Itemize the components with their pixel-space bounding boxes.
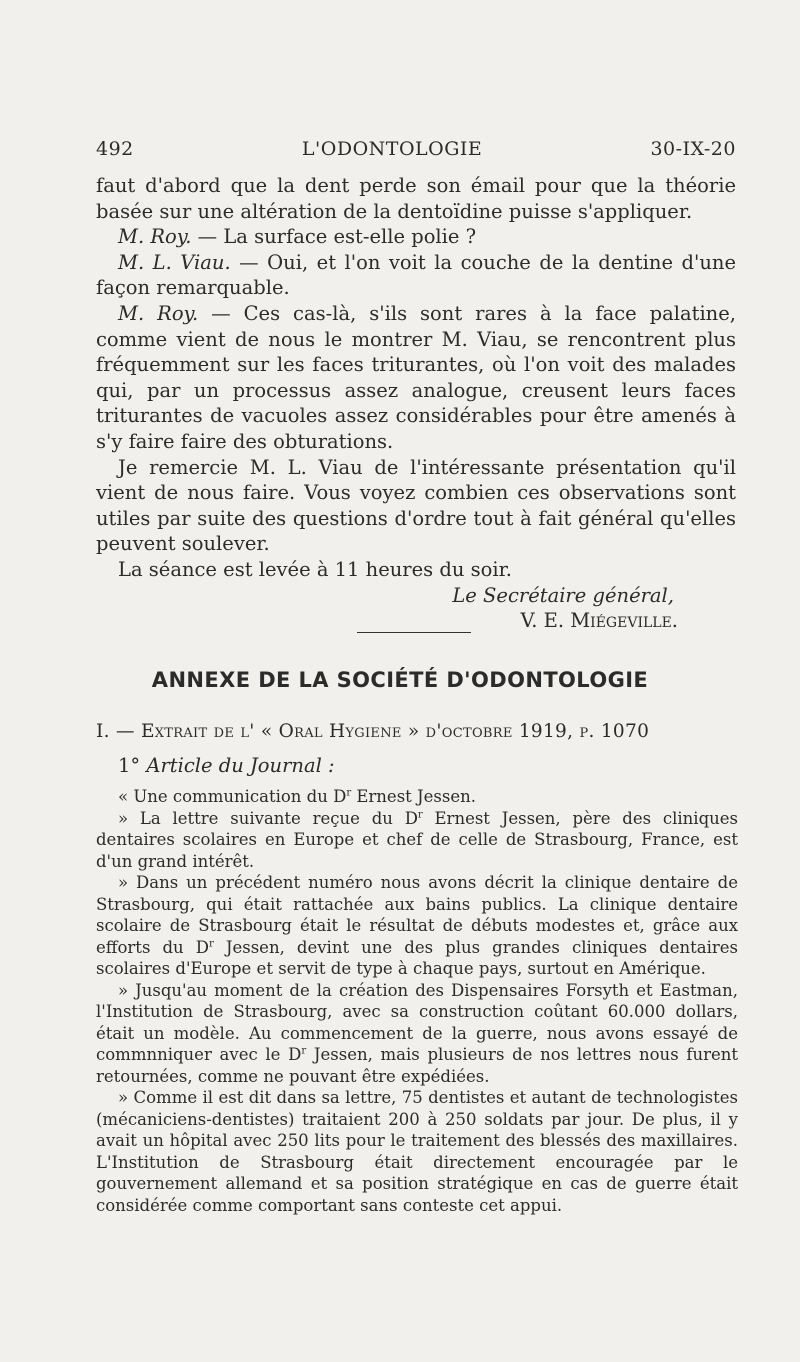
annexe-title: ANNEXE DE LA SOCIÉTÉ D'ODONTOLOGIE [151, 668, 649, 692]
paragraph [96, 224, 736, 250]
text-run: Jessen, devint une des plus grandes cliniques dentaires scolaires d'Europe et servit de type à chaque pays, surtout en Amérique. [96, 937, 738, 978]
paragraph: La séance est levée à 11 heures du soir. [118, 557, 512, 581]
text-run: Ernest Jessen. [351, 787, 476, 806]
text-run: « Une communication du D [118, 787, 347, 806]
speech: — Ces cas-là, s'ils sont rares à la face palatine, comme vient de nous le montrer M. Viau, se rencontrent plus fréquemment sur les faces triturantes, où l'on voit des malades qui, par un processus assez analogue, creusent leurs faces triturantes de vacuoles assez considérables pour être amenés à s'y faire faire des obturations. [96, 301, 736, 453]
paragraph [96, 786, 738, 808]
extract-heading: I. — Extrait de l' « Oral Hygiene » d'octobre 1919, p. 1070 [96, 721, 650, 742]
superscript: r [209, 938, 214, 949]
text-run: » Dans un précédent numéro nous avons décrit la clinique dentaire de Strasbourg, qui était rattachée aux bains publics. La clinique dentaire scolaire de Strasbourg était le résultat de débuts modestes et, grâce aux efforts du D [96, 873, 738, 957]
text-run: » La lettre suivante reçue du D [118, 808, 418, 828]
paragraph [96, 980, 738, 1088]
article-text [96, 786, 738, 1216]
text-run: Jessen, mais plusieurs de nos lettres nous furent retournées, comme ne pouvant être expédiées. [96, 1045, 739, 1086]
speaker: M. L. Viau. [118, 250, 231, 274]
superscript: r [301, 1045, 307, 1057]
paragraph [96, 872, 738, 980]
speaker: M. Roy. [118, 225, 192, 249]
signature-name: V. E. Miégeville. [520, 609, 678, 633]
text-run: » Jusqu'au moment de la création des Dispensaires Forsyth et Eastman, l'Institution de Strasbourg, avec sa construction coûtant 60.000 dollars, était un modèle. Au commencement de la guerre, nous avons essayé de commnniquer avec le D [96, 980, 738, 1064]
article-number: 1° [118, 754, 141, 777]
header-date: 30-IX-20 [650, 138, 736, 160]
running-title: L'ODONTOLOGIE [301, 138, 483, 160]
superscript: r [346, 787, 352, 799]
paragraph [96, 301, 736, 455]
discussion-text [96, 173, 736, 634]
article-heading [118, 754, 335, 777]
paragraph: Je remercie M. L. Viau de l'intéressante présentation qu'il vient de nous faire. Vous voyez combien ces observations sont utiles par suite des questions d'ordre tout à fait général qu'elles peuvent soulever. [96, 455, 736, 556]
page-number: 492 [96, 138, 134, 160]
paragraph [96, 808, 738, 873]
signature-title: Le Secrétaire général, [452, 583, 674, 607]
speech: — Oui, et l'on voit la couche de la dentine d'une façon remarquable. [96, 250, 736, 300]
superscript: r [417, 809, 423, 820]
running-header [96, 138, 736, 160]
speech: — La surface est-elle polie ? [191, 225, 477, 249]
paragraph: faut d'abord que la dent perde son émail pour que la théorie basée sur une altération de la dentoïdine puisse s'appliquer. [96, 174, 736, 223]
text-run: Ernest Jessen, père des cliniques dentaires scolaires en Europe et chef de celle de Strasbourg, France, est d'un grand intérêt. [96, 808, 738, 871]
paragraph: » Comme il est dit dans sa lettre, 75 dentistes et autant de technologistes (mécaniciens-dentistes) traitaient 200 à 250 soldats par jour. De plus, il y avait un hôpital avec 250 lits pour le traitement des blessés des maxillaires. L'Institution de Strasbourg était directement encouragée par le gouvernement allemand et sa position stratégique en cas de guerre était considérée comme comportant sans conteste cet appui. [96, 1088, 738, 1215]
paragraph [96, 250, 736, 301]
section-divider [357, 632, 471, 633]
article-title: Article du Journal : [146, 754, 335, 777]
speaker: M. Roy. [118, 301, 199, 325]
